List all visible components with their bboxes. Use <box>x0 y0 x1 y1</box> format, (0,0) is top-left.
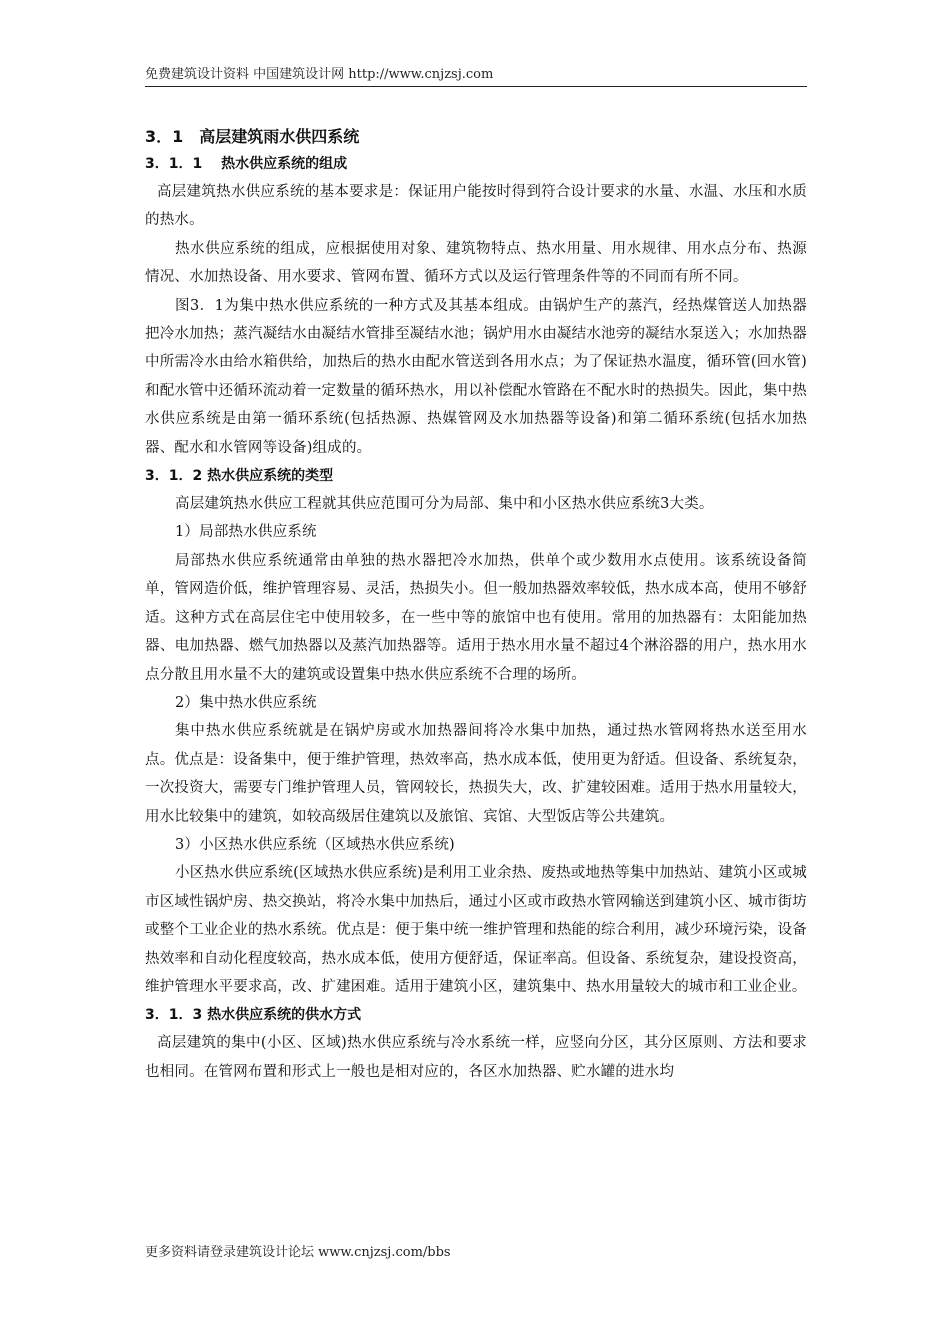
paragraph: 集中热水供应系统就是在锅炉房或水加热器间将冷水集中加热，通过热水管网将热水送至用水点。优点是：设备集中，便于维护管理，热效率高，热水成本低，使用更为舒适。但设备、系统复杂，一次投资大，需要专门维护管理人员，管网较长，热损失大，改、扩建较困难。适用于热水用量较大，用水比较集中的建筑，如较高级居住建筑以及旅馆、宾馆、大型饭店等公共建筑。 <box>145 723 807 825</box>
paragraph: 高层建筑热水供应工程就其供应范围可分为局部、集中和小区热水供应系统3大类。 <box>175 496 714 513</box>
paragraph: 局部热水供应系统通常由单独的热水器把冷水加热，供单个或少数用水点使用。该系统设备简单，管网造价低，维护管理容易、灵活，热损失小。但一般加热器效率较低，热水成本高，使用不够舒适。这种方式在高层住宅中使用较多，在一些中等的旅馆中也有使用。常用的加热器有：太阳能加热器、电加热器、燃气加热器以及蒸汽加热器等。适用于热水用水量不超过4个淋浴器的用户，热水用水点分散且用水量不大的建筑或设置集中热水供应系统不合理的场所。 <box>145 552 807 683</box>
paragraph: 热水供应系统的组成，应根据使用对象、建筑物特点、热水用量、用水规律、用水点分布、热源情况、水加热设备、用水要求、管网布置、循环方式以及运行管理条件等的不同而有所不同。 <box>145 240 807 286</box>
subsection-title-3-1-2: 3．1．2 热水供应系统的类型 <box>145 468 334 485</box>
document-body <box>145 124 807 1086</box>
subsection-title-3-1-1: 3．1．1 热水供应系统的组成 <box>145 156 348 172</box>
paragraph: 小区热水供应系统(区域热水供应系统)是利用工业余热、废热或地热等集中加热站、建筑小区或城市区域性锅炉房、热交换站，将冷水集中加热后，通过小区或市政热水管网输送到建筑小区、城市街坊或整个工业企业的热水系统。优点是：便于集中统一维护管理和热能的综合利用，减少环境污染，设备热效率和自动化程度较高，热水成本低，使用方便舒适，保证率高。但设备、系统复杂，建设投资高，维护管理水平要求高，改、扩建困难。适用于建筑小区，建筑集中、热水用量较大的城市和工业企业。 <box>145 865 807 995</box>
paragraph: 图3．1为集中热水供应系统的一种方式及其基本组成。由锅炉生产的蒸汽，经热煤管送人加热器把冷水加热；蒸汽凝结水由凝结水管排至凝结水池；锅炉用水由凝结水池旁的凝结水泵送入；水加热器中所需冷水由给水箱供给，加热后的热水由配水管送到各用水点；为了保证热水温度，循环管(回水管)和配水管中还循环流动着一定数量的循环热水，用以补偿配水管路在不配水时的热损失。因此，集中热水供应系统是由第一循环系统(包括热源、热媒管网及水加热器等设备)和第二循环系统(包括水加热器、配水和水管网等设备)组成的。 <box>145 297 807 456</box>
paragraph: 高层建筑的集中(小区、区域)热水供应系统与冷水系统一样，应竖向分区，其分区原则、方法和要求也相同。在管网布置和形式上一般也是相对应的，各区水加热器、贮水罐的进水均 <box>145 1035 807 1080</box>
section-title: 3．1 高层建筑雨水供四系统 <box>145 127 360 146</box>
page-header: 免费建筑设计资料 中国建筑设计网 http://www.cnjzsj.com <box>145 66 807 87</box>
list-heading-district: 3）小区热水供应系统（区域热水供应系统) <box>175 836 455 853</box>
list-heading-central: 2）集中热水供应系统 <box>175 694 317 711</box>
page-footer: 更多资料请登录建筑设计论坛 www.cnjzsj.com/bbs <box>145 1245 451 1260</box>
list-heading-local: 1）局部热水供应系统 <box>175 524 317 541</box>
subsection-title-3-1-3: 3．1．3 热水供应系统的供水方式 <box>145 1007 362 1024</box>
paragraph: 高层建筑热水供应系统的基本要求是：保证用户能按时得到符合设计要求的水量、水温、水压和水质的热水。 <box>145 184 807 229</box>
